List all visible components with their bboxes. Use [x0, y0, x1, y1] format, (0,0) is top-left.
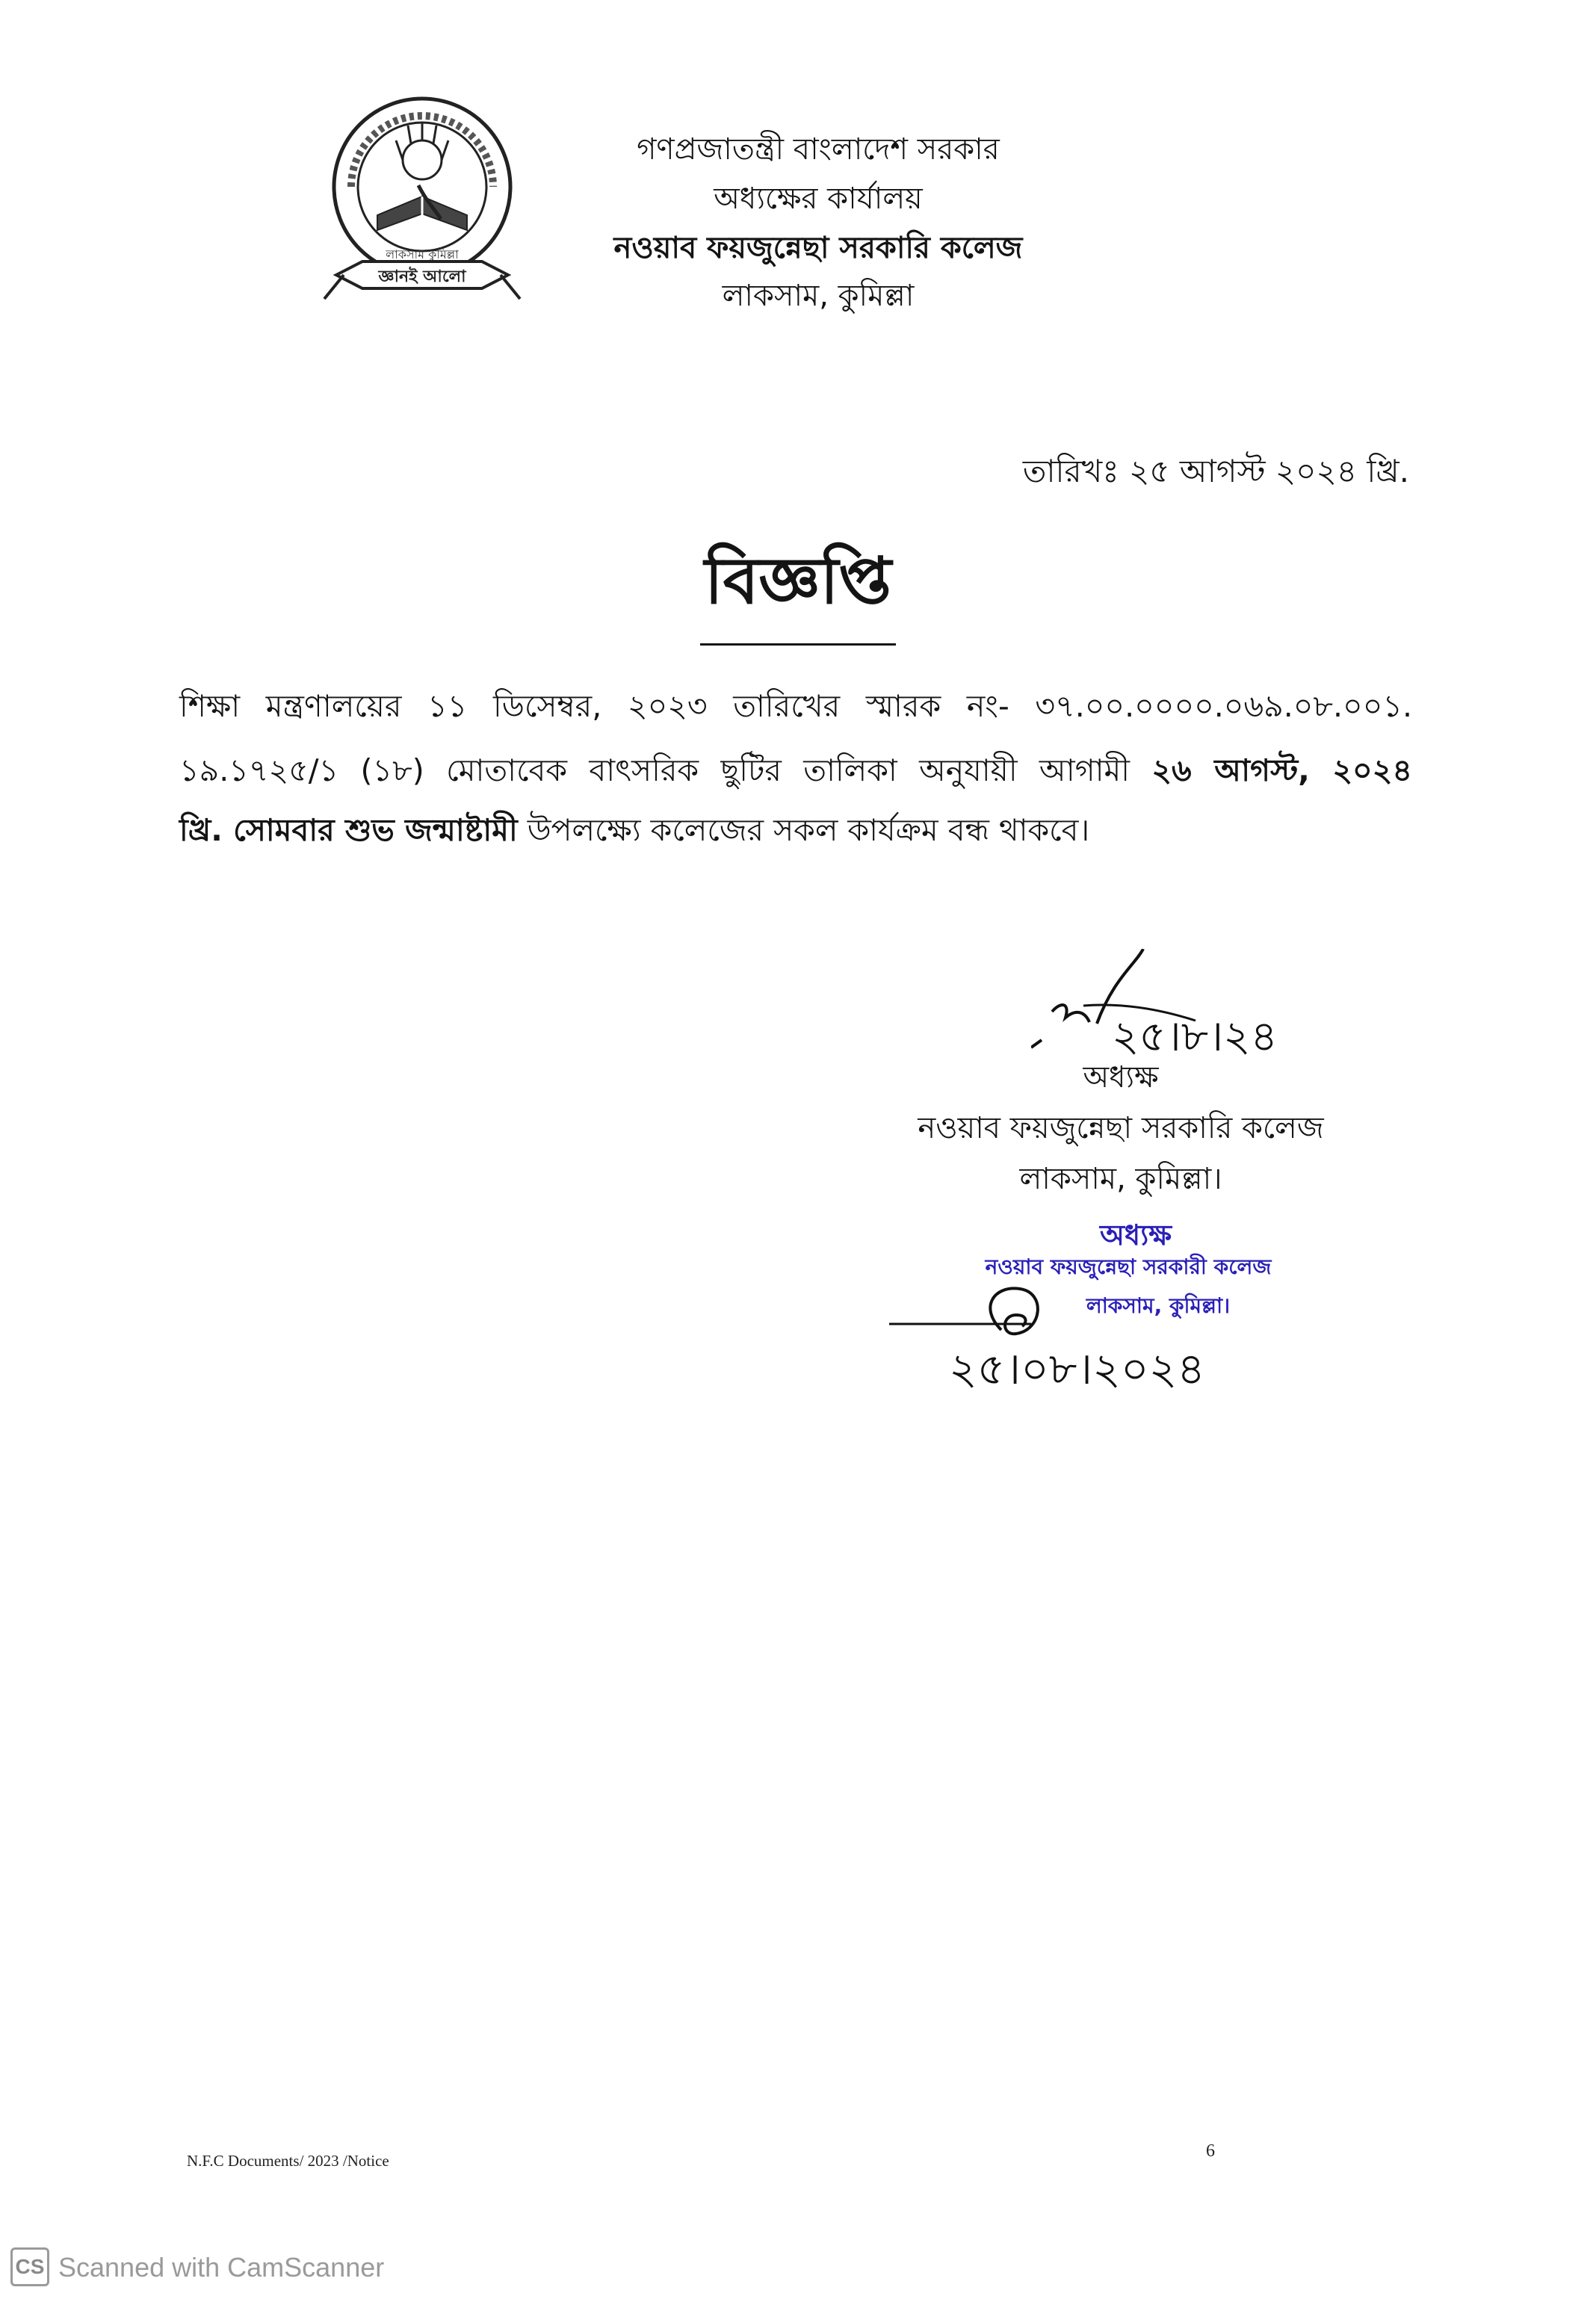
body-line-2	[179, 747, 1412, 799]
stamp-org: নওয়াব ফয়জুন্নেছা সরকারী কলেজ	[985, 1254, 1272, 1279]
page-number: 6	[1206, 2141, 1215, 2161]
header-office: অধ্যক্ষের কার্যালয়	[714, 182, 923, 216]
handwritten-signature	[1031, 949, 1285, 1068]
header-location: লাকসাম, কুমিল্লা	[722, 279, 915, 313]
signature-designation: অধ্যক্ষ	[1083, 1060, 1159, 1095]
body-line-1: শিক্ষা মন্ত্রণালয়ের ১১ ডিসেম্বর, ২০২৩ তারিখের স্মারক নং- ৩৭.০০.০০০০.০৬৯.০৮.০০১.	[179, 688, 1412, 724]
body-line-2-text: ১৯.১৭২৫/১ (১৮) মোতাবেক বাৎসরিক ছুটির তালিকা অনুযায়ী আগামী	[179, 752, 1152, 788]
holiday-date: ২৬ আগস্ট, ২০২৪	[1151, 752, 1412, 788]
camscanner-watermark: Scanned with CamScanner	[58, 2252, 385, 2283]
svg-text:জ্ঞানই আলো: জ্ঞানই আলো	[378, 267, 466, 286]
notice-title	[0, 532, 1596, 646]
notice-title-text: বিজ্ঞপ্তি	[700, 532, 896, 646]
signature-place: লাকসাম, কুমিল্লা।	[1019, 1162, 1222, 1196]
college-emblem-icon	[321, 88, 523, 312]
stamp-place: লাকসাম, কুমিল্লা।	[1086, 1293, 1231, 1318]
stamp-handwritten-date: ২৫।০৮।২০২৪	[949, 1343, 1205, 1390]
stamp-signature	[889, 1210, 1308, 1390]
stamp-title: অধ্যক্ষ	[1099, 1219, 1172, 1251]
body-line-3-text: উপলক্ষ্যে কলেজের সকল কার্যক্রম বন্ধ থাকবে।	[517, 812, 1090, 848]
camscanner-logo-icon: CS	[10, 2247, 49, 2286]
notice-date: তারিখঃ ২৫ আগস্ট ২০২৪ খ্রি.	[1022, 453, 1409, 489]
header-college: নওয়াব ফয়জুন্নেছা সরকারি কলেজ	[613, 231, 1023, 265]
body-line-3	[179, 807, 1412, 858]
document-reference: N.F.C Documents/ 2023 /Notice	[187, 2152, 389, 2170]
svg-text:লাকসাম কুমিল্লা: লাকসাম কুমিল্লা	[386, 247, 459, 262]
holiday-day: খ্রি. সোমবার শুভ জন্মাষ্টামী	[179, 812, 518, 848]
signature-org: নওয়াব ফয়জুন্নেছা সরকারি কলেজ	[918, 1111, 1324, 1145]
signature-handwritten-date: ২৫।৮।২৪	[1112, 1012, 1278, 1061]
header-government: গণপ্রজাতন্ত্রী বাংলাদেশ সরকার	[637, 132, 1000, 167]
